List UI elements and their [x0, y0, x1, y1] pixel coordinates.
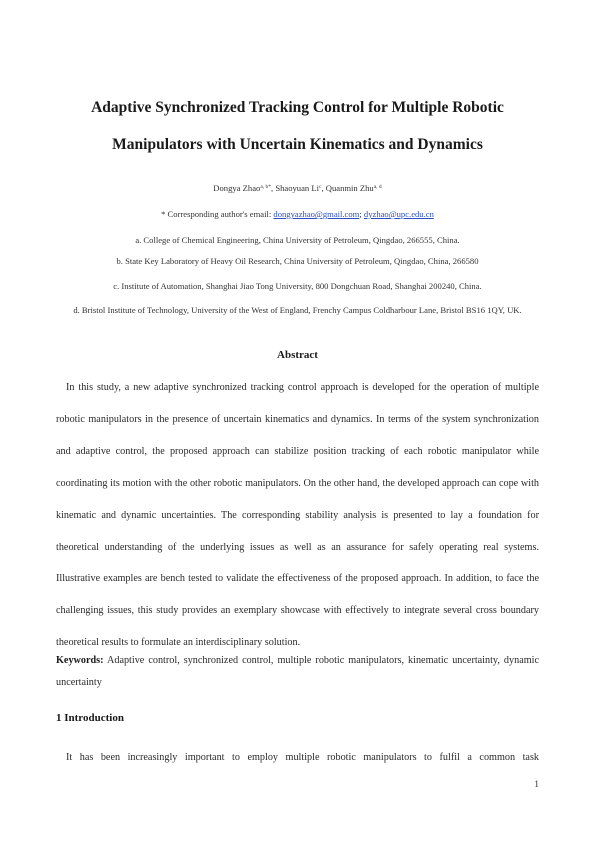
author-separator: , — [271, 183, 276, 193]
affiliation-line: b. State Key Laboratory of Heavy Oil Research, China University of Petroleum, Qingdao, China, 266580 — [116, 256, 479, 266]
introduction-text: It has been increasingly important to employ multiple robotic manipulators to fulfil a common task — [66, 752, 539, 763]
abstract-heading: Abstract — [277, 349, 318, 361]
email-link[interactable]: dyzhao@upc.edu.cn — [363, 209, 434, 219]
corresponding-author-line — [20, 209, 575, 220]
corresponding-author-label: * Corresponding author's email: — [161, 209, 274, 219]
email-link[interactable]: dongyazhao@gmail.com — [273, 209, 360, 219]
author-affiliation-mark: c — [319, 184, 322, 190]
author-separator: , — [321, 183, 326, 193]
paper-title-line-1: Adaptive Synchronized Tracking Control for Multiple Robotic — [91, 99, 504, 116]
abstract-body — [56, 372, 539, 659]
abstract-text: In this study, a new adaptive synchronized tracking control approach is developed for the operation of multiple robotic manipulators in the presence of uncertain kinematics and dynamics. In terms of the system synchronization and adaptive control, the proposed approach can stabilize position tracking of each robotic manipulator while coordinating its motion with the other robotic manipulators. On the other hand, the developed approach can cope with kinematic and dynamic uncertainties. The corresponding stability analysis is presented to lay a foundation for theoretical understanding of the underlying issues as well as an assurance for safely operating real systems. Illustrative examples are bench tested to validate the effectiveness of the proposed approach. In addition, to face the challenging issues, this study provides an exemplary showcase with effectively to integrate several cross boundary theoretical results to formulate an interdisciplinary solution. — [56, 382, 539, 649]
author-name: Dongya Zhao — [213, 183, 261, 193]
paper-title-line-2: Manipulators with Uncertain Kinematics and Dynamics — [112, 136, 483, 153]
keywords-label: Keywords: — [56, 655, 104, 666]
affiliation-line: c. Institute of Automation, Shanghai Jiao Tong University, 800 Dongchuan Road, Shanghai 200240, China. — [113, 281, 482, 291]
author-name: Shaoyuan Li — [275, 183, 319, 193]
author-affiliation-mark: a, b* — [260, 184, 272, 190]
page-number: 1 — [534, 780, 539, 790]
affiliation-line: a. College of Chemical Engineering, China University of Petroleum, Qingdao, 266555, China. — [135, 235, 460, 245]
keywords-text: Adaptive control, synchronized control, multiple robotic manipulators, kinematic uncertainty, dynamic uncertainty — [56, 655, 539, 688]
section-heading: 1 Introduction — [56, 712, 124, 724]
keywords-paragraph — [56, 650, 539, 694]
author-list — [20, 183, 575, 194]
author-name: Quanmin Zhu — [325, 183, 374, 193]
email-separator: ; — [359, 209, 364, 219]
author-affiliation-mark: a, d — [373, 184, 382, 190]
affiliation-line: d. Bristol Institute of Technology, University of the West of England, Frenchy Campus Coldharbour Lane, Bristol BS16 1QY, UK. — [73, 305, 522, 315]
